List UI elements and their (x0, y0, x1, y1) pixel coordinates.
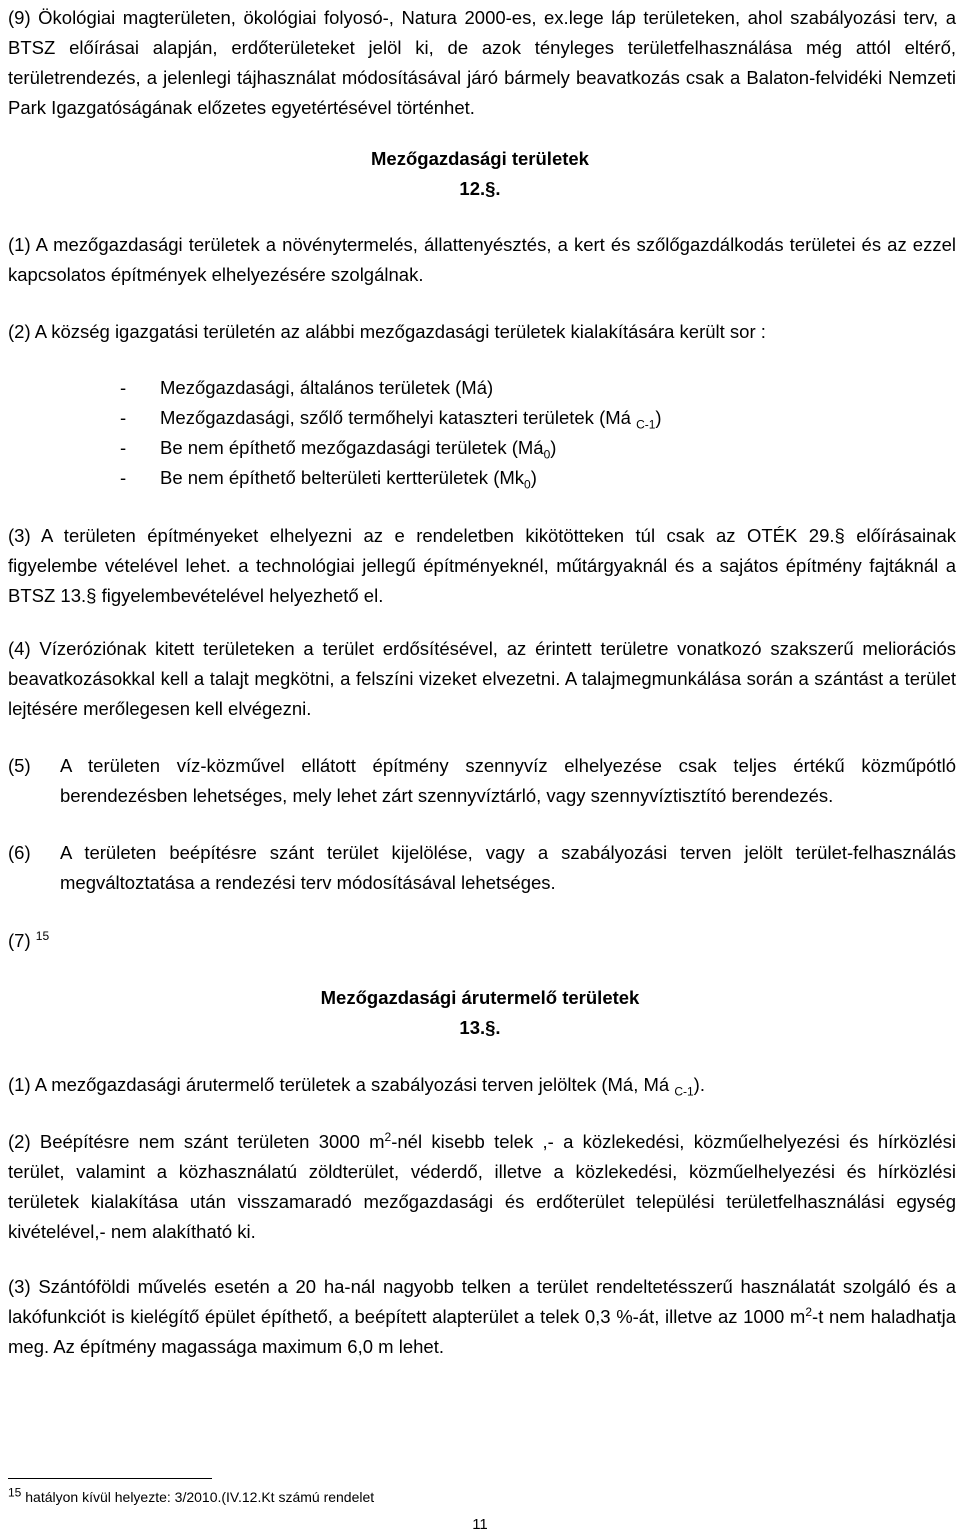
section-12-paragraph-2: (2) A község igazgatási területén az alábbi mezőgazdasági területek kialakítására került sor : (8, 321, 766, 342)
section-12-title: Mezőgazdasági területek (371, 148, 589, 169)
section-12-paragraph-5: A területen víz-közművel ellátott építmény szennyvíz elhelyezése csak teljes értékű közműpótló berendezésben lehetséges, mely lehet zárt szennyvíztárló, vagy szennyvíztisztító berendezés. (60, 755, 956, 806)
list-item: - Be nem építhető belterületi kertterületek $(Mk_0)$ (120, 467, 537, 492)
list-item: - Mezőgazdasági, általános területek (Má) (120, 377, 494, 398)
footnote: $^{15}$ hatályon kívül helyezte: 3/2010.(IV.12.Kt számú rendelet (8, 1485, 375, 1505)
section-13-paragraph-1: (1) A mezőgazdasági árutermelő területek a szabályozási terven jelöltek (Má, Má $_{C-1}$). (8, 1074, 705, 1099)
section-13-title: Mezőgazdasági árutermelő területek (320, 987, 640, 1008)
list-item: - Mezőgazdasági, szőlő termőhelyi kataszteri területek (Má $_{C-1}$) (120, 407, 662, 432)
list-item: - Be nem építhető mezőgazdasági területek $(Má_0)$ (120, 437, 557, 462)
footnote-reference[interactable]: 15 (35, 928, 50, 943)
section-12-paragraph-7 (8, 926, 956, 956)
paragraph-9: (9) Ökológiai magterületen, ökológiai folyosó-, Natura 2000-es, ex.lege láp területeken, ahol szabályozási terv, a BTSZ előírásai alapján, erdőterületeket jelöl ki, de azok tényleges területfelhasználása még attól eltérő, területrendezés, a jelenlegi tájhasználat módosításával járó bármely beavatkozás csak a Balaton-felvidéki Nemzeti Park Igazgatóságának előzetes egyetértésével történhet. (8, 7, 956, 118)
footnote-divider (8, 1478, 212, 1479)
footnote-mark: 15 (8, 1485, 22, 1500)
section-13-paragraph-3: (3) Szántóföldi művelés esetén a 20 ha-nál nagyobb telken a terület rendeltetésszerű használatát szolgáló és a lakófunkciót is kielégítő épület építhető, a beépített alapterület a telek 0,3 %-át, illetve az 1000 $m^2-t$ nem haladhatja meg. Az építmény magassága maximum 6,0 m lehet. (8, 1276, 957, 1357)
section-12-number: 12.§. (459, 178, 501, 199)
page-number: 11 (472, 1516, 488, 1533)
section-12-paragraph-1: (1) A mezőgazdasági területek a növénytermelés, állattenyésztés, a kert és szőlőgazdálkodás területei és az ezzel kapcsolatos építmények elhelyezésére szolgálnak. (8, 234, 956, 285)
section-12-paragraph-6: A területen beépítésre szánt terület kijelölése, vagy a szabályozási terven jelölt terület-felhasználás megváltoztatása a rendezési terv módosításával lehetséges. (60, 842, 956, 893)
section-12-paragraph-4: (4) Vízeróziónak kitett területeken a terület erdősítésével, az érintett területre vonatkozó szakszerű meliorációs beavatkozásokkal kell a talajt megkötni, a felszíni vizeket elvezetni. A talajmegmunkálása során a szántást a terület lejtésére merőlegesen kell elvégezni. (8, 638, 956, 719)
section-12-paragraph-3: (3) A területen építményeket elhelyezni az e rendeletben kikötötteken túl csak az OTÉK 29.§ előírásainak figyelembe vételével lehet. a technológiai jellegű építményeknél, műtárgyaknál és a sajátos építmény fajtáknál a BTSZ 13.§ figyelembevételével helyezhető el. (8, 525, 956, 606)
section-13-paragraph-2: (2) Beépítésre nem szánt területen 3000 $m^2$-nél kisebb telek ,- a közlekedési, közműelhelyezési és hírközlési terület, valamint a közhasználatú zöldterület, véderdő, illetve a közlekedési, közműelhelyezési és hírközlési területek kialakítása után visszamaradó mezőgazdasági és erdőterület települési területfelhasználási egység kivételével,- nem alakítható ki. (8, 1129, 956, 1242)
section-12-paragraph-5-label: (5) (8, 755, 31, 776)
section-13-number: 13.§. (459, 1017, 501, 1038)
mezogazdasagi-area-list (120, 373, 880, 493)
section-12-paragraph-6-label: (6) (8, 842, 31, 863)
paragraph-7-label: (7) (8, 930, 31, 951)
